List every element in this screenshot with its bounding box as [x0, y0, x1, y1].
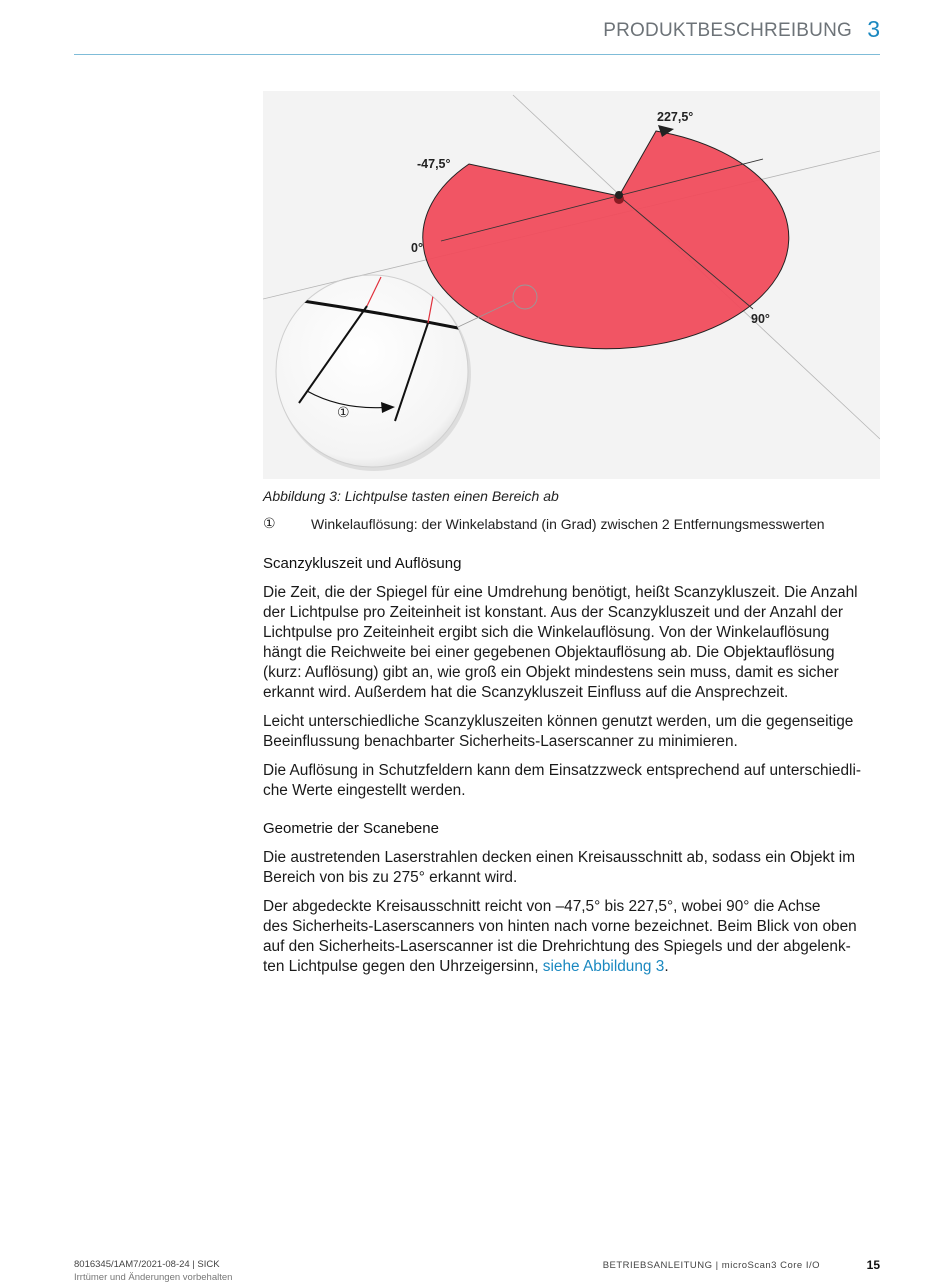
- figure-reference-link[interactable]: siehe Abbildung 3: [542, 958, 665, 975]
- heading-scan-cycle: Scanzykluszeit und Auflösung: [263, 555, 462, 572]
- heading-scan-geometry: Geometrie der Scanebene: [263, 820, 439, 837]
- paragraph-geometry-1: Die austretenden Laserstrahlen decken einen Kreisausschnitt ab, sodass ein Objekt im Bereich von bis zu 275° erkannt wird.: [263, 849, 856, 886]
- chapter-number: 3: [867, 16, 880, 42]
- legend-text: Winkelauflösung: der Winkelabstand (in Grad) zwischen 2 Entfernungsmesswerten: [311, 516, 825, 532]
- page-number: 15: [866, 1258, 880, 1272]
- footer-document-id: 8016345/1AM7/2021-08-24 | SICK: [74, 1259, 220, 1270]
- paragraph-scan-cycle-1: Die Zeit, die der Spiegel für eine Umdrehung benötigt, heißt Scanzykluszeit. Die Anzahl der Lichtpulse pro Zeiteinheit ist konstant. Aus der Scanzykluszeit und der Anzahl der Lichtpulse pro Zeiteinheit ergibt sich die Winkelauflösung. Von der Winkelauflösung hängt die Reichweite bei einer gegebenen Objektauflösung ab. Die Objektauflösung (kurz: Auflösung) gibt an, wie groß ein Objekt mindestens sein muss, damit es sicher erkannt wird. Außerdem hat die Scanzykluszeit Einfluss auf die Ansprechzeit.: [263, 584, 858, 701]
- running-header-title: PRODUKTBESCHREIBUNG: [603, 20, 852, 41]
- paragraph-scan-cycle-3: Die Auflösung in Schutzfeldern kann dem Einsatzzweck entsprechend auf unterschiedli- che Werte eingestellt werden.: [263, 762, 862, 799]
- label-minus-47-5: -47,5°: [417, 157, 451, 171]
- legend-number: ①: [263, 515, 276, 531]
- scan-sector: [423, 131, 789, 349]
- paragraph-scan-cycle-2: Leicht unterschiedliche Scanzykluszeiten können genutzt werden, um die gegenseitige Beeinflussung benachbarter Sicherheits-Laserscanner zu minimieren.: [263, 713, 854, 750]
- label-ninety: 90°: [751, 312, 770, 326]
- label-227-5: 227,5°: [657, 110, 694, 124]
- scan-area-figure: [263, 91, 880, 479]
- footer-disclaimer: Irrtümer und Änderungen vorbehalten: [74, 1272, 233, 1283]
- header-divider: [74, 54, 880, 55]
- figure-caption: Abbildung 3: Lichtpulse tasten einen Bereich ab: [263, 488, 559, 504]
- callout-number: ①: [337, 404, 350, 420]
- paragraph-geometry-2: Der abgedeckte Kreisausschnitt reicht von –47,5° bis 227,5°, wobei 90° die Achse des Sicherheits-Laserscanners von hinten nach vorne bezeichnet. Beim Blick von oben auf den Sicherheits-Laserscanner ist die Drehrichtung des Spiegels und der abgelenk- ten Lichtpulse gegen den Uhrzeigersinn, siehe Abbildung 3.: [263, 898, 857, 975]
- footer-manual-title: BETRIEBSANLEITUNG | microScan3 Core I/O: [602, 1260, 820, 1271]
- zoom-detail-circle: [276, 275, 468, 467]
- label-zero: 0°: [411, 241, 423, 255]
- scan-sector-illustration: [263, 91, 880, 479]
- scanner-top-dot: [615, 191, 623, 199]
